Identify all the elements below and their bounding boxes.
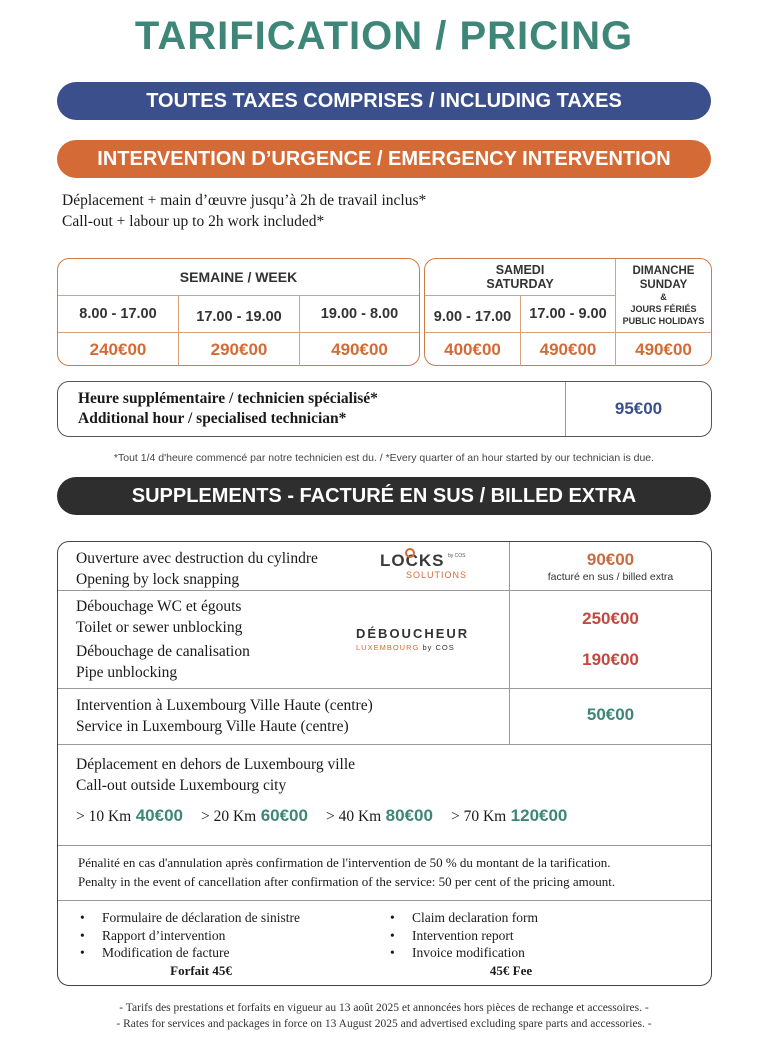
deboucheur-logo-by: by COS [422, 643, 455, 652]
outside-text [76, 754, 355, 796]
distance-tier: > 70 Km 120€00 [450, 806, 568, 825]
locks-logo-main: LOCKS [380, 551, 445, 570]
admin-fr-list [76, 909, 366, 962]
ville-haute-en: Service in Luxembourg Ville Haute (centre) [76, 718, 349, 735]
supplements-box [57, 541, 712, 986]
quarter-hour-note: *Tout 1/4 d'heure commencé par notre technicien est du. / *Every quarter of an hour started by our technician is due. [113, 452, 655, 464]
week-slot-time: 8.00 - 17.00 [79, 306, 157, 322]
wc-fr: Débouchage WC et égouts [76, 598, 242, 615]
locks-solutions-logo [380, 551, 470, 583]
extra-hour-price: 95€00 [614, 399, 663, 418]
locks-logo-sub: SOLUTIONS [406, 570, 468, 580]
lock-price-note: facturé en sus / billed extra [547, 571, 674, 583]
pipe-price: 190€00 [582, 650, 639, 669]
taxes-banner: TOUTES TAXES COMPRISES / INCLUDING TAXES [57, 82, 711, 120]
sunday-fr: DIMANCHE [632, 265, 695, 277]
saturday-header [425, 259, 615, 295]
deboucheur-logo-main: DÉBOUCHEUR [356, 626, 470, 641]
extra-hour-box [57, 381, 712, 437]
ville-haute-price: 50€00 [586, 705, 635, 724]
wc-price: 250€00 [582, 609, 639, 628]
wc-en: Toilet or sewer unblocking [76, 619, 243, 636]
outside-fr: Déplacement en dehors de Luxembourg ville [76, 756, 356, 773]
locks-logo-by: by COS [448, 553, 466, 559]
extra-hour-text [78, 389, 378, 429]
pipe-en: Pipe unblocking [76, 664, 178, 681]
week-slot-time: 17.00 - 19.00 [196, 309, 282, 325]
holidays-en: PUBLIC HOLIDAYS [622, 316, 705, 326]
page-title: TARIFICATION / PRICING [134, 14, 634, 58]
week-rates-table [57, 258, 420, 366]
weekend-rates-table [424, 258, 712, 366]
list-item: • Invoice modification [386, 944, 686, 962]
week-slot-time: 19.00 - 8.00 [320, 306, 399, 322]
supplements-banner: SUPPLEMENTS - FACTURÉ EN SUS / BILLED EXTRA [57, 477, 711, 515]
footer-fr: - Tarifs des prestations et forfaits en vigueur au 13 août 2025 et annoncées hors pièces de rechange et accessoires. - [119, 1002, 649, 1014]
list-item: • Claim declaration form [386, 909, 686, 927]
deboucheur-logo-sub: LUXEMBOURG [356, 643, 420, 652]
lock-text [76, 548, 318, 590]
ville-haute-text [76, 695, 373, 737]
distance-tier: > 40 Km 80€00 [325, 806, 433, 825]
week-header: SEMAINE / WEEK [179, 269, 298, 285]
lock-price: 90€00 [586, 550, 635, 569]
penalty-fr: Pénalité en cas d'annulation après confirmation de l'intervention de 50 % du montant de la tarification. [78, 855, 611, 870]
emergency-banner: INTERVENTION D’URGENCE / EMERGENCY INTERVENTION [57, 140, 711, 178]
intro-text [62, 190, 426, 232]
saturday-fr: SAMEDI [495, 263, 545, 277]
extra-hour-fr: Heure supplémentaire / technicien spécialisé* [78, 390, 378, 407]
penalty-en: Penalty in the event of cancellation after confirmation of the service: 50 per cent of the pricing amount. [78, 874, 616, 889]
wc-text [76, 596, 242, 638]
deboucheur-logo-sub-row [356, 643, 486, 652]
lock-en: Opening by lock snapping [76, 571, 240, 588]
saturday-slot-time: 17.00 - 9.00 [529, 306, 607, 322]
saturday-slot-price: 400€00 [444, 339, 501, 359]
key-icon [405, 548, 415, 558]
saturday-en: SATURDAY [486, 277, 554, 291]
distance-tiers [76, 806, 567, 826]
distance-tier: > 10 Km 40€00 [76, 806, 183, 825]
sunday-price: 490€00 [635, 339, 692, 359]
intro-en: Call-out + labour up to 2h work included* [62, 213, 325, 230]
deboucheur-logo [356, 626, 486, 656]
saturday-slot-time: 9.00 - 17.00 [433, 309, 512, 325]
pipe-text [76, 641, 250, 683]
sunday-header [616, 259, 711, 332]
intro-fr: Déplacement + main d’œuvre jusqu’à 2h de travail inclus* [62, 192, 427, 209]
holidays-fr: JOURS FÉRIÉS [630, 304, 697, 314]
admin-fr-fee: Forfait 45€ [170, 962, 232, 978]
sunday-en: SUNDAY [639, 279, 688, 291]
extra-hour-en: Additional hour / specialised technician* [78, 410, 347, 427]
footer-en: - Rates for services and packages in force on 13 August 2025 and advertised excluding spare parts and accessories. - [116, 1018, 652, 1030]
admin-fr-column [76, 909, 366, 979]
admin-en-list [386, 909, 686, 962]
lock-fr: Ouverture avec destruction du cylindre [76, 550, 318, 567]
admin-en-column [386, 909, 686, 979]
week-slot-price: 290€00 [210, 339, 268, 359]
penalty-text [78, 853, 615, 891]
distance-tier: > 20 Km 60€00 [200, 806, 308, 825]
pipe-fr: Débouchage de canalisation [76, 643, 250, 660]
list-item: • Modification de facture [76, 944, 366, 962]
list-item: • Formulaire de déclaration de sinistre [76, 909, 366, 927]
list-item: • Intervention report [386, 927, 686, 945]
ville-haute-fr: Intervention à Luxembourg Ville Haute (centre) [76, 697, 373, 714]
outside-en: Call-out outside Luxembourg city [76, 777, 287, 794]
week-slot-price: 490€00 [331, 339, 388, 359]
admin-en-fee: 45€ Fee [489, 962, 533, 978]
list-item: • Rapport d’intervention [76, 927, 366, 945]
sunday-amp: & [660, 292, 667, 302]
saturday-slot-price: 490€00 [539, 339, 597, 359]
week-slot-price: 240€00 [89, 339, 147, 359]
